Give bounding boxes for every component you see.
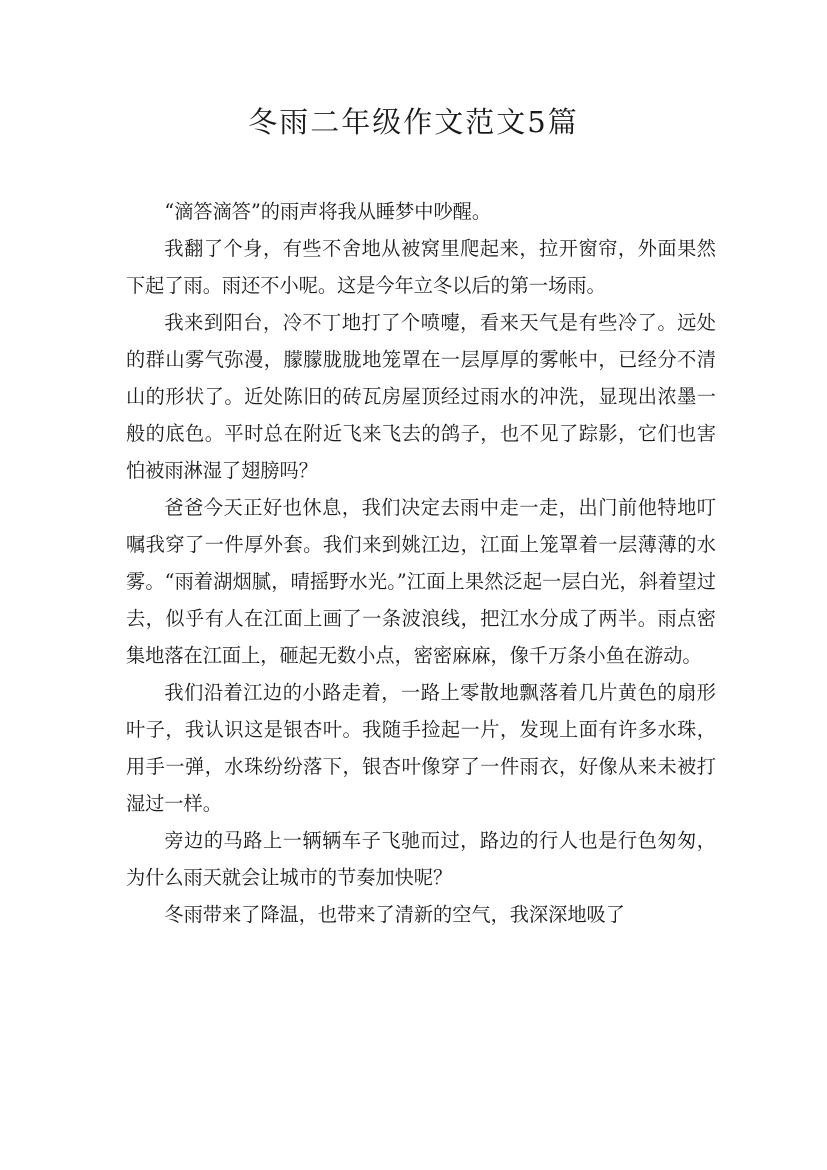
essay-body [126, 193, 716, 933]
paragraph-1: “滴答滴答”的雨声将我从睡梦中吵醒。 [164, 200, 492, 223]
document-title: 冬雨二年级作文范文5篇 [248, 105, 579, 139]
paragraph-2: 我翻了个身，有些不舍地从被窝里爬起来，拉开窗帘，外面果然下起了雨。雨还不小呢。这是今年立冬以后的第一场雨。 [126, 237, 716, 297]
paragraph-7: 冬雨带来了降温，也带来了清新的空气，我深深地吸了 [164, 903, 625, 926]
paragraph-4: 爸爸今天正好也休息，我们决定去雨中走一走，出门前他特地叮嘱我穿了一件厚外套。我们来到姚江边，江面上笼罩着一层薄薄的水雾。“雨着湖烟腻，晴摇野水光。”江面上果然泛起一层白光，斜着望过去，似乎有人在江面上画了一条波浪线，把江水分成了两半。雨点密集地落在江面上，砸起无数小点，密密麻麻，像千万条小鱼在游动。 [126, 496, 716, 667]
paragraph-5: 我们沿着江边的小路走着，一路上零散地飘落着几片黄色的扇形叶子，我认识这是银杏叶。我随手捡起一片，发现上面有许多水珠，用手一弹，水珠纷纷落下，银杏叶像穿了一件雨衣，好像从来未被打湿过一样。 [126, 681, 716, 815]
paragraph-3: 我来到阳台，冷不丁地打了个喷嚏，看来天气是有些冷了。远处的群山雾气弥漫，朦朦胧胧地笼罩在一层厚厚的雾帐中，已经分不清山的形状了。近处陈旧的砖瓦房屋顶经过雨水的冲洗，显现出浓墨一般的底色。平时总在附近飞来飞去的鸽子，也不见了踪影，它们也害怕被雨淋湿了翅膀吗？ [126, 311, 716, 482]
paragraph-6: 旁边的马路上一辆辆车子飞驰而过，路边的行人也是行色匆匆，为什么雨天就会让城市的节奏加快呢？ [126, 829, 716, 889]
